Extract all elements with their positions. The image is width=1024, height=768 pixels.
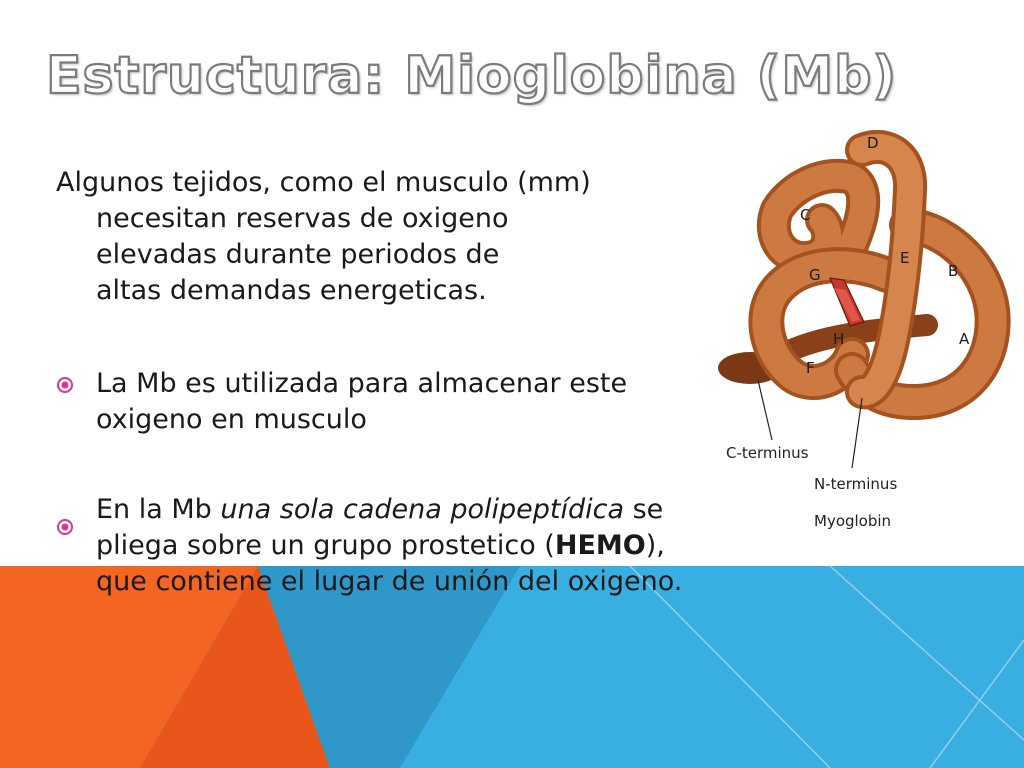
helix-c (774, 176, 863, 258)
circle-bullet-icon (56, 376, 74, 394)
myoglobin-figure (712, 130, 1012, 540)
bullet-2-italic: una sola cadena polipeptídica (220, 494, 625, 525)
helix-label-f: F (806, 359, 815, 377)
helix-label-h: H (833, 330, 845, 348)
helix-label-e: E (900, 249, 910, 267)
intro-line-2: necesitan reservas de oxigeno (96, 203, 509, 234)
helix-label-d: D (867, 134, 879, 152)
bullet-2-bold: HEMO (554, 530, 646, 561)
helix-label-b: B (948, 262, 959, 280)
n-terminus-pointer (852, 398, 862, 468)
bullet-text-1: La Mb es utilizada para almacenar este oxigeno en musculo (96, 368, 628, 435)
bullet-text-2 (96, 492, 696, 600)
bullet-2-part-2: se pliega sobre un grupo prostetico ( (96, 494, 664, 561)
circle-bullet-icon (56, 518, 74, 536)
helix-label-c: C (800, 206, 811, 224)
n-terminus-label: N-terminus (814, 475, 898, 493)
bullet-2-part-1: En la Mb (96, 494, 221, 525)
intro-line-3: elevadas durante periodos de (96, 239, 500, 270)
bullet-2-part-3: ), que contiene el lugar de unión del oxigeno. (96, 530, 683, 597)
intro-line-1: Algunos tejidos, como el musculo (mm) (56, 167, 591, 198)
c-terminus-pointer (758, 380, 772, 440)
helix-label-a: A (959, 330, 970, 348)
c-terminus-label: C-terminus (726, 444, 809, 462)
helix-label-g: G (809, 266, 821, 284)
intro-paragraph (56, 165, 716, 309)
intro-line-4: altas demandas energeticas. (96, 275, 487, 306)
slide-title: Estructura: Mioglobina (Mb) (46, 46, 898, 106)
figure-caption: Myoglobin (814, 512, 892, 530)
